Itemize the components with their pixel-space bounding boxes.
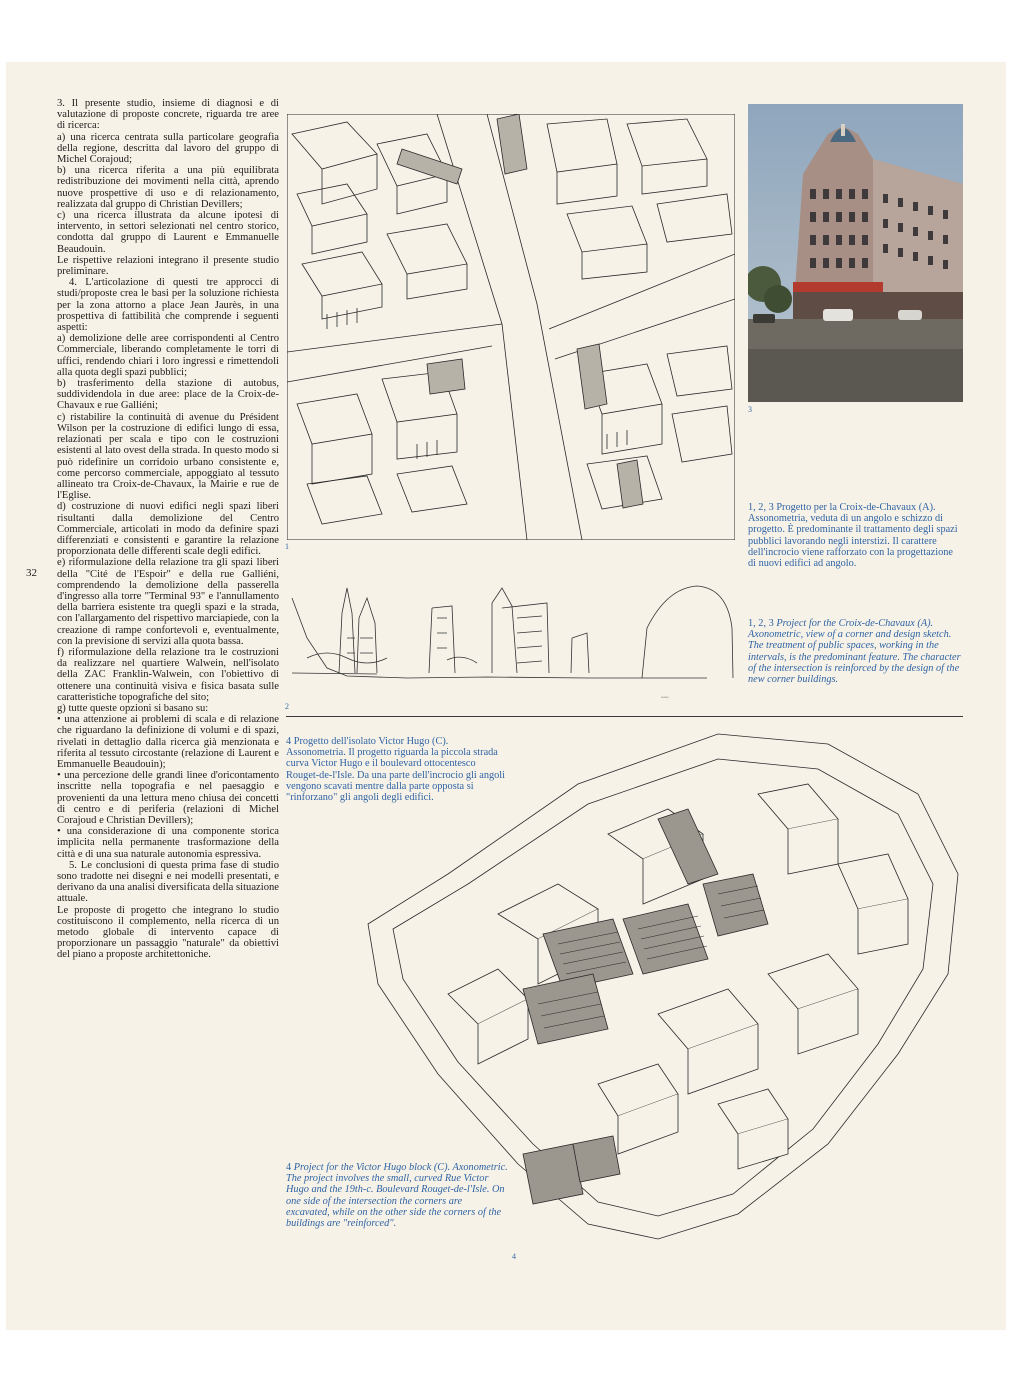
paragraph: Le rispettive relazioni integrano il presente studio preliminare. <box>57 254 279 278</box>
paragraph: c) una ricerca illustrata da alcune ipotesi di intervento, in settori selezionati nel centro storico, condotta dal gruppo di Laurent e Emmanuelle Beaudouin. <box>57 210 279 255</box>
caption-ref: 1, 2, 3 <box>748 618 774 629</box>
paragraph: • una considerazione di una componente storica implicita nella permanente trasformazione della città e di una sua naturale autonomia espressiva. <box>57 826 279 860</box>
caption-ref: 4 <box>286 736 292 747</box>
design-sketch <box>287 578 737 698</box>
paragraph: • una attenzione ai problemi di scala e di relazione che riguardano la definizione di volumi e di spazi, rivelati in dettaglio dalla ricerca già menzionata e riferita al tessuto circostante (relazione di Laurent e Emmanuelle Beaudouin); <box>57 714 279 770</box>
paragraph: c) ristabilire la continuità di avenue du Président Wilson per la costruzione di edifici lungo di essa, relazionati per scala e tipo con le costruzioni esistenti al lato ovest della strada. In questo modo si può ridefinire un corridoio urbano consistente e, come percorso commerciale, appoggiato al tessuto allineato tra Croix-de-Chavaux, la Mairie e rue de l'Eglise. <box>57 411 279 502</box>
paragraph: a) demolizione delle aree corrispondenti al Centro Commerciale, liberando completamente le torri di uffici, rendendo chiari i loro ingressi e rimettendoli alla quota degli spazi pubblici; <box>57 333 279 378</box>
figure-number: 3 <box>748 405 752 414</box>
paragraph: 5. Le conclusioni di questa prima fase di studio sono tradotte nei disegni e nei modelli presentati, e derivano da una analisi diversificata della situazione attuale. <box>57 859 279 905</box>
body-text-column <box>57 98 279 961</box>
paragraph: b) una ricerca riferita a una più equilibrata redistribuzione dei movimenti nella città, aprendo nuove prospettive di uso e di relazionamento, realizzata dal gruppo di Christian Devillers; <box>57 165 279 210</box>
caption-text <box>748 502 962 569</box>
figure-3-photo <box>748 104 963 402</box>
paragraph: • una percezione delle grandi linee d'oricontamento inscritte nella topografia e nel paesaggio e provenienti da una lettura meno chiusa dei concetti di centro e di periferia (relazioni di Michel Corajoud e Christian Devillers); <box>57 770 279 826</box>
figure-number: 1 <box>285 542 289 551</box>
paragraph: Le proposte di progetto che integrano lo studio costituiscono il complemento, nella ricerca di un metodo globale di intervento capace di proporzionare un passaggio "naturale" da obiettivi del piano a proposte architettoniche. <box>57 904 279 961</box>
caption-body: Progetto per la Croix-de-Chavaux (A). Assonometria, veduta di un angolo e schizzo di progetto. È predominante il trattamento degli spazi pubblici lavorando negli interstizi. Il carattere dell'incrocio viene rafforzato con la progettazione di nuovi edifici ad angolo. <box>748 502 958 570</box>
paragraph: e) riformulazione della relazione tra gli spazi liberi della "Cité de l'Espoir" e della rue Galliéni, comprendendo la demolizione della passerella d'ingresso alla torre "Terminal 93" e l'annullamento della barriera esistente tra quegli spazi e la strada, con l'allargamento del rispettivo marciapiede, con la creazione di rampe confortevoli e, eventualmente, con la previsione di servizi alla quota bassa. <box>57 557 279 647</box>
paragraph: g) tutte queste opzioni si basano su: <box>57 702 209 714</box>
caption-body: Project for the Victor Hugo block (C). Axonometric. The project involves the small, curved Rue Victor Hugo and the 19th-c. Boulevard Rouget-de-l'Isle. On one side of the intersection the corners are excavated, while on the other side the corners of the buildings are "reinforced". <box>286 1162 508 1230</box>
caption-123-italian <box>748 502 962 569</box>
figure-number: 2 <box>285 702 289 711</box>
paragraph: 4. L'articolazione di questi tre approcci di studi/proposte crea le basi per la soluzione richiesta per la zona attorno a place Jean Jaurès, in una prospettiva di fattibilità che comprende i seguenti aspetti: <box>57 277 279 334</box>
figure-number: 4 <box>512 1252 516 1261</box>
caption-4-english <box>286 1162 508 1229</box>
paragraph: b) trasferimento della stazione di autobus, suddividendola in due aree: place de la Croix-de-Chavaux e rue Galliéni; <box>57 378 279 412</box>
paragraph: f) riformulazione della relazione tra le costruzioni da realizzare nel quartiere Walwein, nell'isolato della ZAC Franklin-Walwein, con l'obiettivo di ottenere una continuità visiva e fisica basata sulle caratteristiche topografiche del sito; <box>57 646 279 703</box>
caption-ref: 1, 2, 3 <box>748 502 774 513</box>
paragraph: 3. Il presente studio, insieme di diagnosi e di valutazione di proposte concrete, riguarda tre aree di ricerca: <box>57 98 279 132</box>
street-corner-photo <box>748 104 963 402</box>
sketch-signature: ~~ <box>661 694 669 702</box>
page-number: 32 <box>26 567 37 579</box>
paragraph: a) una ricerca centrata sulla particolare geografia della regione, descritta dal lavoro del gruppo di Michel Corajoud; <box>57 131 279 166</box>
paragraph: d) costruzione di nuovi edifici negli spazi liberi risultanti dalla demolizione del Centro Commerciale, articolati in modo da definire spazi differenziati e consistenti e garantire la relazione proporzionata delle differenti scale degli edifici. <box>57 501 279 558</box>
caption-ref: 4 <box>286 1162 292 1173</box>
caption-body: Project for the Croix-de-Chavaux (A). Axonometric, view of a corner and design sketch. The treatment of public spaces, working in the intervals, is the predominant feature. The character of the intersection is reinforced by the design of the new corner buildings. <box>748 618 961 686</box>
figure-2-sketch <box>285 578 737 711</box>
figure-1-axonometric <box>285 114 735 551</box>
caption-body: Progetto dell'isolato Victor Hugo (C). Assonometria. Il progetto riguarda la piccola strada curva Victor Hugo e il boulevard ottocentesco Rouget-de-l'Isle. Da una parte dell'incrocio gli angoli vengono scavati mentre dalla parte opposta si "rinforzano" gli angoli degli edifici. <box>286 736 506 804</box>
caption-123-english <box>748 618 962 685</box>
caption-text <box>286 1162 508 1229</box>
axonometric-drawing <box>287 114 735 540</box>
section-divider <box>286 716 963 717</box>
caption-text <box>748 618 962 685</box>
